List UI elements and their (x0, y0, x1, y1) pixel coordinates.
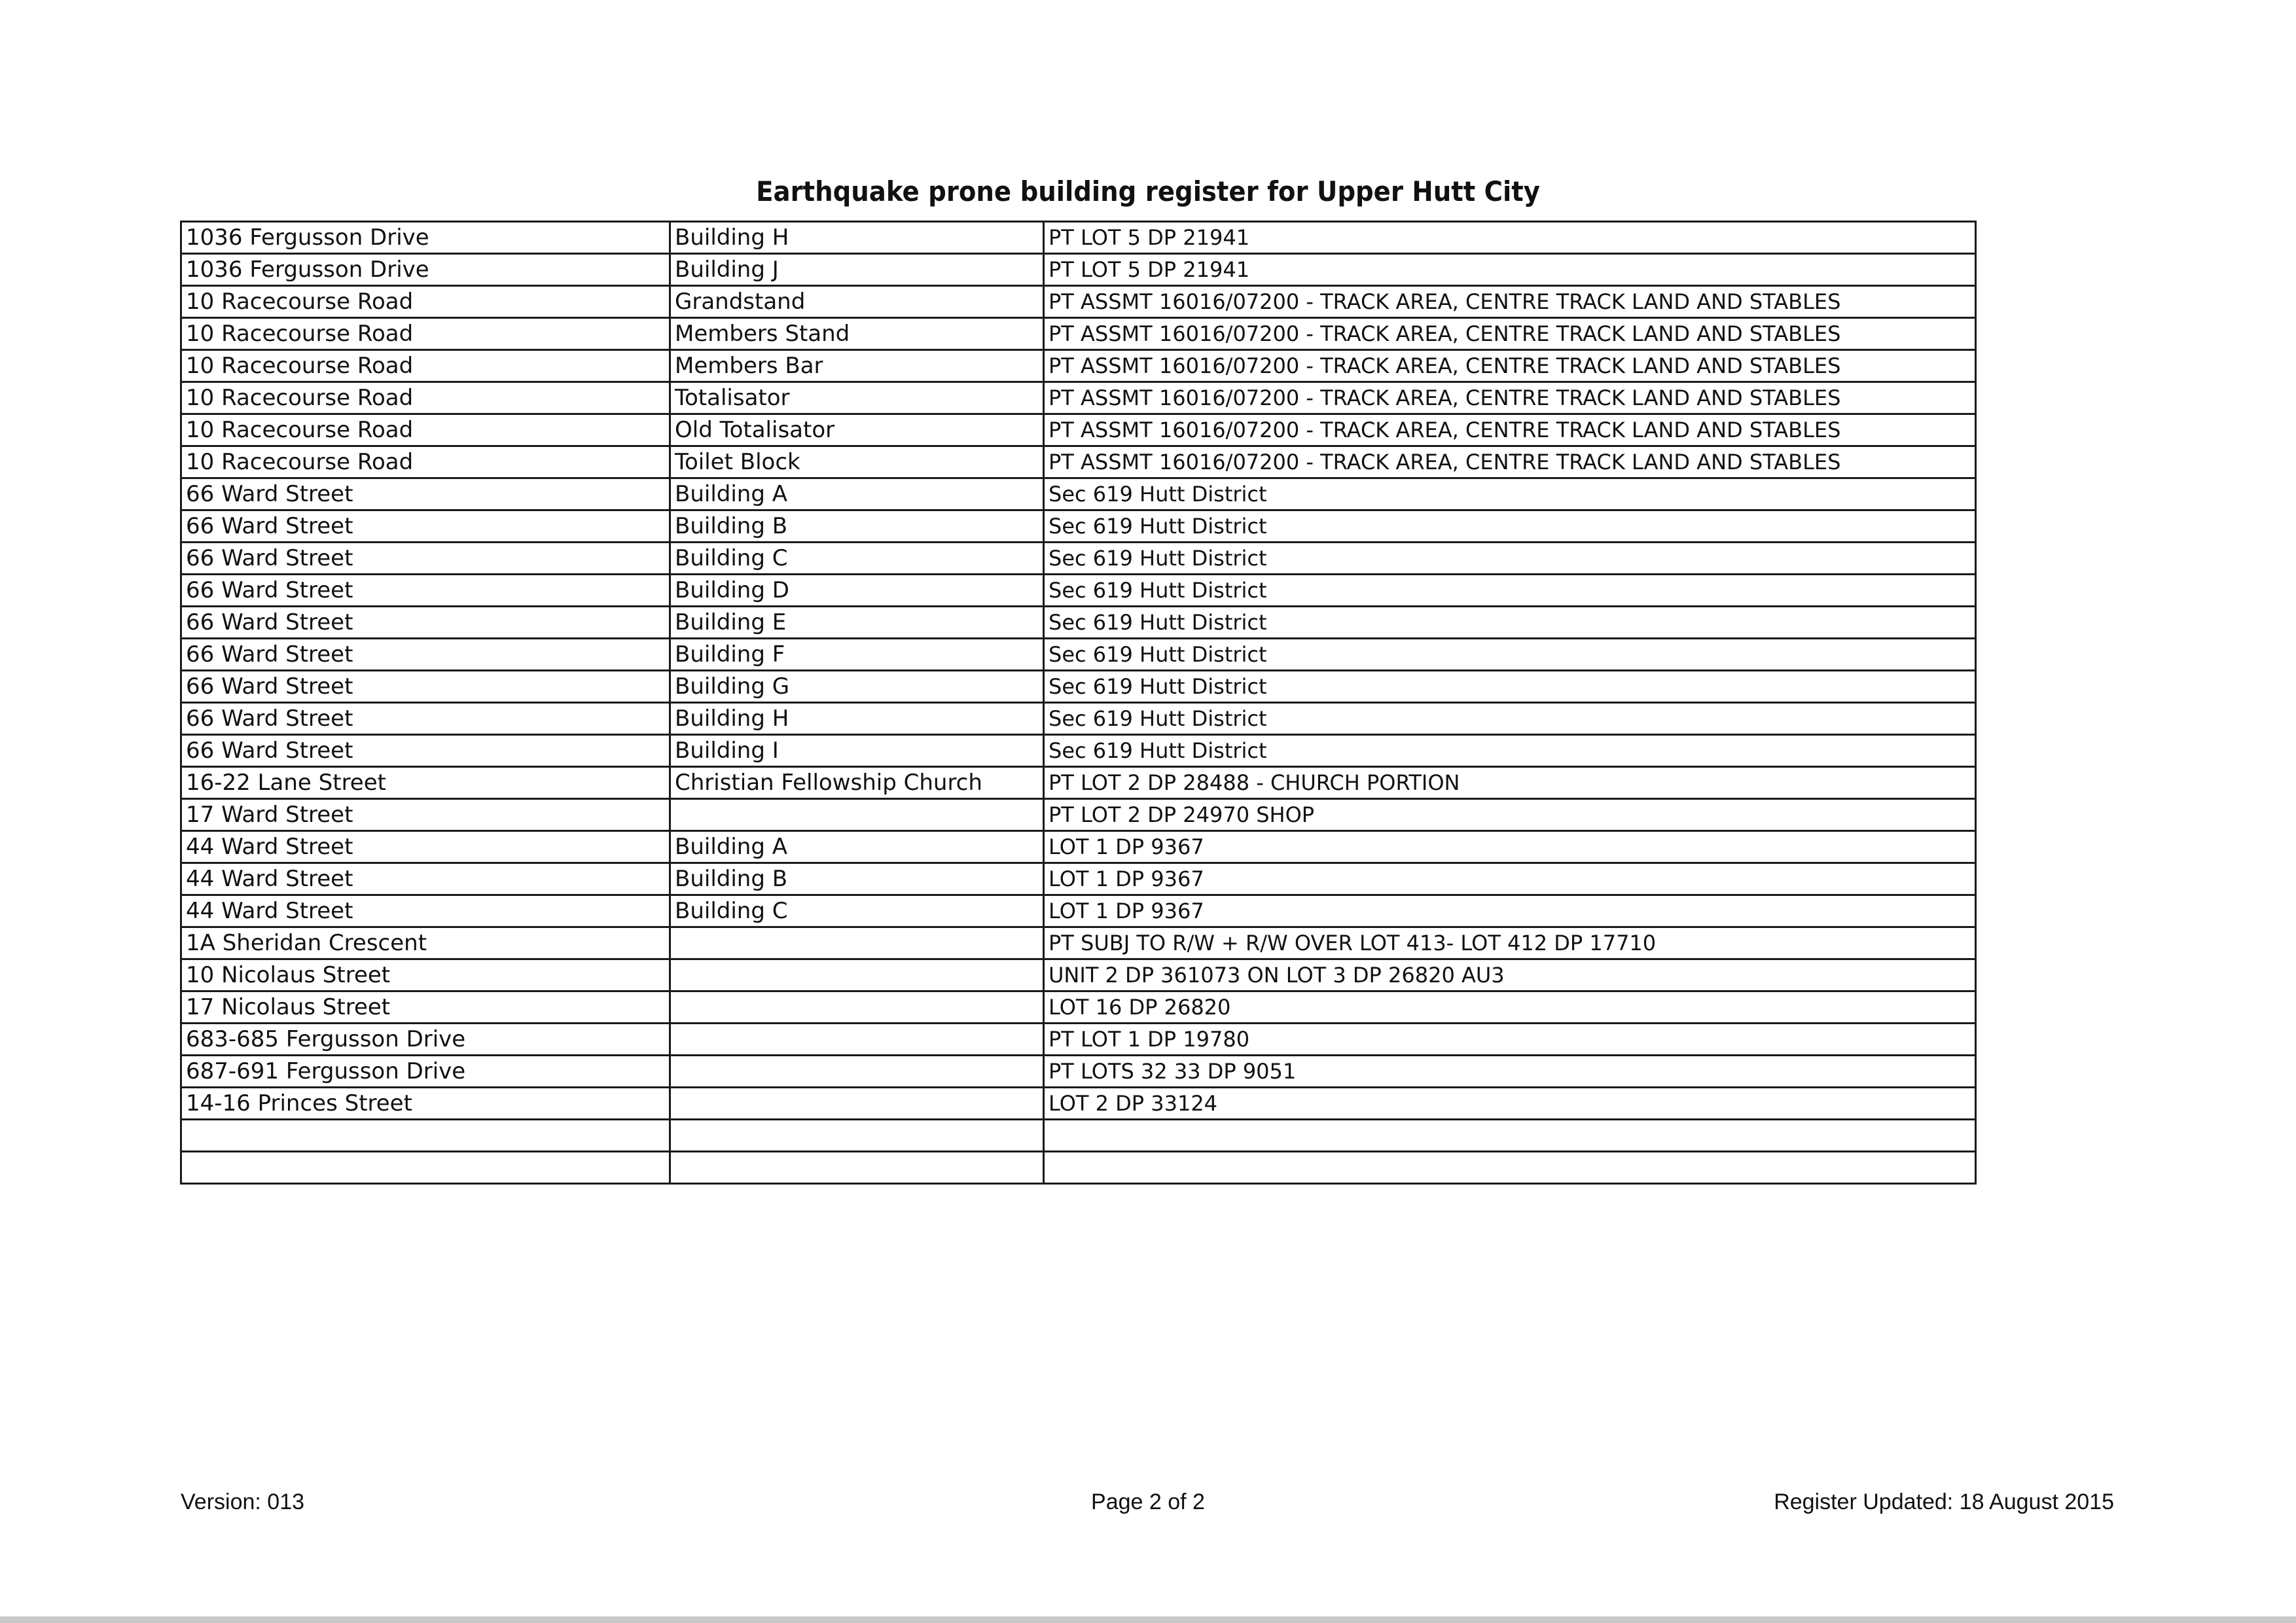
address-cell: 66 Ward Street (181, 478, 670, 510)
building-cell (670, 927, 1044, 959)
table-row (181, 1088, 1976, 1120)
address-cell: 66 Ward Street (181, 703, 670, 735)
table-row (181, 863, 1976, 895)
legal-description-cell: PT SUBJ TO R/W + R/W OVER LOT 413- LOT 412 DP 17710 (1044, 927, 1976, 959)
address-cell: 66 Ward Street (181, 671, 670, 703)
address-cell: 687-691 Fergusson Drive (181, 1056, 670, 1088)
table-row (181, 510, 1976, 543)
address-cell: 16-22 Lane Street (181, 767, 670, 799)
building-cell: Building A (670, 831, 1044, 863)
address-cell: 66 Ward Street (181, 543, 670, 575)
legal-description-cell: PT LOT 1 DP 19780 (1044, 1024, 1976, 1056)
building-cell (670, 959, 1044, 991)
address-cell: 1036 Fergusson Drive (181, 254, 670, 286)
table-row (181, 831, 1976, 863)
legal-description-cell: LOT 1 DP 9367 (1044, 831, 1976, 863)
legal-description-cell: PT LOT 5 DP 21941 (1044, 254, 1976, 286)
table-row (181, 286, 1976, 318)
table-row (181, 1152, 1976, 1184)
table-row (181, 414, 1976, 446)
building-cell: Building C (670, 543, 1044, 575)
legal-description-cell: Sec 619 Hutt District (1044, 639, 1976, 671)
address-cell: 10 Nicolaus Street (181, 959, 670, 991)
legal-description-cell: LOT 16 DP 26820 (1044, 991, 1976, 1024)
table-row (181, 1056, 1976, 1088)
building-cell (670, 991, 1044, 1024)
table-row (181, 543, 1976, 575)
table-row (181, 927, 1976, 959)
building-cell (670, 799, 1044, 831)
legal-description-cell: Sec 619 Hutt District (1044, 478, 1976, 510)
building-cell: Christian Fellowship Church (670, 767, 1044, 799)
page-number: Page 2 of 2 (1091, 1489, 1205, 1514)
address-cell: 44 Ward Street (181, 895, 670, 927)
building-cell: Building H (670, 703, 1044, 735)
building-cell: Old Totalisator (670, 414, 1044, 446)
legal-description-cell: PT LOT 2 DP 28488 - CHURCH PORTION (1044, 767, 1976, 799)
table-row (181, 895, 1976, 927)
table-row (181, 350, 1976, 382)
legal-description-cell: PT ASSMT 16016/07200 - TRACK AREA, CENTRE TRACK LAND AND STABLES (1044, 446, 1976, 478)
legal-description-cell: LOT 1 DP 9367 (1044, 863, 1976, 895)
legal-description-cell: Sec 619 Hutt District (1044, 575, 1976, 607)
building-cell: Building I (670, 735, 1044, 767)
register-updated-date: Register Updated: 18 August 2015 (1774, 1489, 2114, 1514)
building-cell: Building E (670, 607, 1044, 639)
table-row (181, 446, 1976, 478)
building-cell: Building D (670, 575, 1044, 607)
table-row (181, 575, 1976, 607)
address-cell: 10 Racecourse Road (181, 382, 670, 414)
address-cell: 10 Racecourse Road (181, 350, 670, 382)
legal-description-cell: Sec 619 Hutt District (1044, 543, 1976, 575)
legal-description-cell: Sec 619 Hutt District (1044, 607, 1976, 639)
legal-description-cell: Sec 619 Hutt District (1044, 510, 1976, 543)
address-cell: 44 Ward Street (181, 831, 670, 863)
address-cell: 44 Ward Street (181, 863, 670, 895)
building-cell (670, 1024, 1044, 1056)
address-cell: 683-685 Fergusson Drive (181, 1024, 670, 1056)
building-cell: Building B (670, 510, 1044, 543)
version-label: Version: 013 (181, 1489, 305, 1514)
address-cell: 66 Ward Street (181, 639, 670, 671)
register-table (180, 221, 1977, 1185)
address-cell: 10 Racecourse Road (181, 318, 670, 350)
table-row (181, 1120, 1976, 1152)
table-row (181, 799, 1976, 831)
address-cell (181, 1120, 670, 1152)
legal-description-cell: PT ASSMT 16016/07200 - TRACK AREA, CENTRE TRACK LAND AND STABLES (1044, 286, 1976, 318)
legal-description-cell: PT ASSMT 16016/07200 - TRACK AREA, CENTRE TRACK LAND AND STABLES (1044, 382, 1976, 414)
register-table-body (181, 222, 1976, 1184)
table-row (181, 735, 1976, 767)
building-cell: Building G (670, 671, 1044, 703)
address-cell: 66 Ward Street (181, 607, 670, 639)
building-cell: Grandstand (670, 286, 1044, 318)
address-cell: 17 Ward Street (181, 799, 670, 831)
legal-description-cell: PT LOTS 32 33 DP 9051 (1044, 1056, 1976, 1088)
legal-description-cell: PT ASSMT 16016/07200 - TRACK AREA, CENTRE TRACK LAND AND STABLES (1044, 350, 1976, 382)
address-cell: 66 Ward Street (181, 575, 670, 607)
legal-description-cell: PT ASSMT 16016/07200 - TRACK AREA, CENTRE TRACK LAND AND STABLES (1044, 318, 1976, 350)
legal-description-cell: LOT 2 DP 33124 (1044, 1088, 1976, 1120)
address-cell: 14-16 Princes Street (181, 1088, 670, 1120)
legal-description-cell: Sec 619 Hutt District (1044, 671, 1976, 703)
table-row (181, 991, 1976, 1024)
table-row (181, 607, 1976, 639)
table-row (181, 703, 1976, 735)
address-cell (181, 1152, 670, 1184)
building-cell: Totalisator (670, 382, 1044, 414)
building-cell (670, 1152, 1044, 1184)
table-row (181, 222, 1976, 254)
building-cell: Building J (670, 254, 1044, 286)
legal-description-cell: PT LOT 5 DP 21941 (1044, 222, 1976, 254)
building-cell: Building B (670, 863, 1044, 895)
building-cell: Building C (670, 895, 1044, 927)
address-cell: 10 Racecourse Road (181, 414, 670, 446)
building-cell (670, 1120, 1044, 1152)
building-cell: Members Stand (670, 318, 1044, 350)
address-cell: 17 Nicolaus Street (181, 991, 670, 1024)
address-cell: 10 Racecourse Road (181, 286, 670, 318)
address-cell: 1036 Fergusson Drive (181, 222, 670, 254)
table-row (181, 959, 1976, 991)
legal-description-cell: PT LOT 2 DP 24970 SHOP (1044, 799, 1976, 831)
building-cell (670, 1088, 1044, 1120)
legal-description-cell: UNIT 2 DP 361073 ON LOT 3 DP 26820 AU3 (1044, 959, 1976, 991)
table-row (181, 671, 1976, 703)
address-cell: 10 Racecourse Road (181, 446, 670, 478)
table-row (181, 767, 1976, 799)
legal-description-cell: Sec 619 Hutt District (1044, 735, 1976, 767)
building-cell: Building A (670, 478, 1044, 510)
legal-description-cell: PT ASSMT 16016/07200 - TRACK AREA, CENTRE TRACK LAND AND STABLES (1044, 414, 1976, 446)
legal-description-cell (1044, 1152, 1976, 1184)
table-row (181, 639, 1976, 671)
table-row (181, 318, 1976, 350)
table-row (181, 1024, 1976, 1056)
page-title: Earthquake prone building register for Upper Hutt City (756, 175, 1540, 207)
scan-edge-divider (0, 1616, 2296, 1623)
address-cell: 66 Ward Street (181, 735, 670, 767)
table-row (181, 382, 1976, 414)
building-cell (670, 1056, 1044, 1088)
address-cell: 66 Ward Street (181, 510, 670, 543)
legal-description-cell: LOT 1 DP 9367 (1044, 895, 1976, 927)
building-cell: Toilet Block (670, 446, 1044, 478)
address-cell: 1A Sheridan Crescent (181, 927, 670, 959)
building-cell: Building F (670, 639, 1044, 671)
table-row (181, 254, 1976, 286)
building-cell: Members Bar (670, 350, 1044, 382)
building-cell: Building H (670, 222, 1044, 254)
legal-description-cell (1044, 1120, 1976, 1152)
table-row (181, 478, 1976, 510)
legal-description-cell: Sec 619 Hutt District (1044, 703, 1976, 735)
